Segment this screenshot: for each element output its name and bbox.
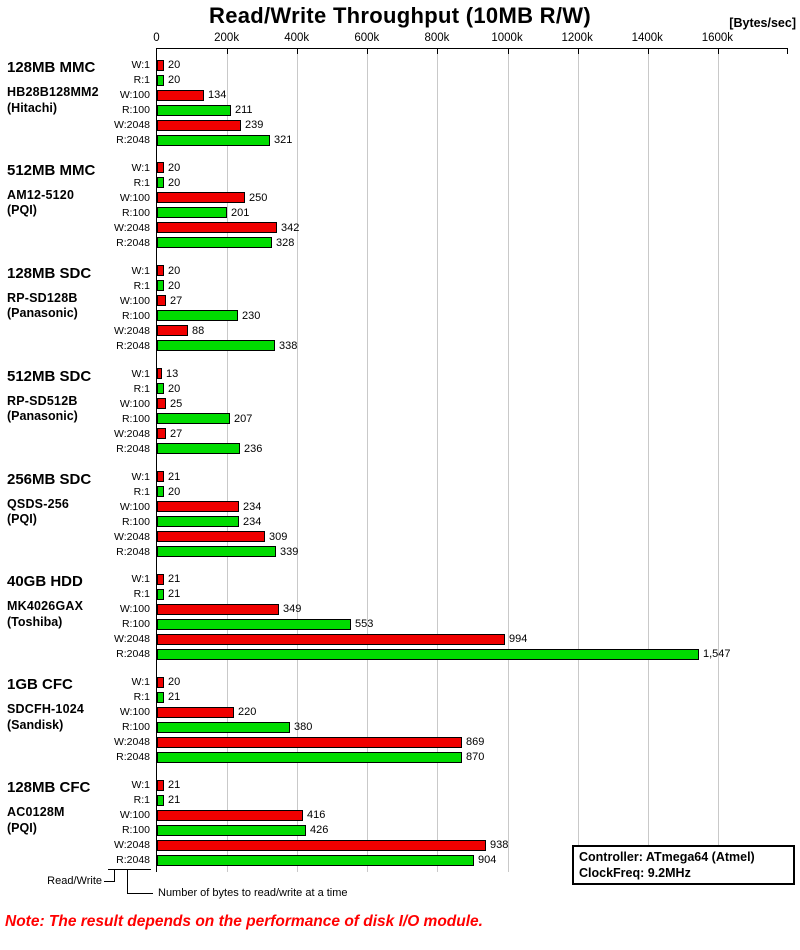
bar-read <box>157 795 164 806</box>
bar-write <box>157 707 234 718</box>
bar-category-label: W:2048 <box>114 633 150 646</box>
x-axis-tick-label: 0 <box>153 32 160 44</box>
bar-category-label: R:1 <box>133 176 150 189</box>
bar-row <box>0 338 800 353</box>
device-model: RP-SD128B <box>7 290 78 305</box>
legend-read-write-label: Read/Write <box>47 875 102 887</box>
bar-row <box>0 529 800 544</box>
device-group <box>0 49 800 152</box>
bar-category-label: R:2048 <box>116 134 150 146</box>
device-name: 128MB SDC <box>7 264 92 282</box>
bar-value-label: 220 <box>238 706 257 719</box>
bar-value-label: 20 <box>168 161 181 174</box>
bar-category-label: R:100 <box>121 104 150 116</box>
x-axis-tick-label: 200k <box>214 32 240 44</box>
bar-write <box>157 325 188 336</box>
bar-read <box>157 589 164 600</box>
device-name: 512MB MMC <box>7 161 96 179</box>
bar-value-label: 869 <box>466 736 485 749</box>
bar-write <box>157 840 486 851</box>
device-maker: (Hitachi) <box>7 100 57 115</box>
bar-row <box>0 323 800 338</box>
bar-value-label: 21 <box>168 779 181 792</box>
bar-write <box>157 398 166 409</box>
device-maker: (Sandisk) <box>7 717 64 732</box>
bar-write <box>157 604 279 615</box>
bar-value-label: 20 <box>168 59 181 71</box>
device-maker: (PQI) <box>7 203 37 218</box>
bar-category-label: R:100 <box>121 206 150 219</box>
bar-value-label: 21 <box>168 573 181 586</box>
device-name: 256MB SDC <box>7 470 92 488</box>
bar-category-label: W:1 <box>131 264 150 277</box>
bar-write <box>157 780 164 791</box>
bar-read <box>157 825 306 836</box>
bar-row <box>0 235 800 250</box>
bar-category-label: W:1 <box>131 161 150 174</box>
bar-write <box>157 574 164 585</box>
bar-read <box>157 177 164 188</box>
bar-category-label: R:100 <box>121 412 150 425</box>
bar-read <box>157 340 275 351</box>
bar-groups <box>0 49 800 872</box>
bar-value-label: 21 <box>168 470 181 483</box>
bar-category-label: W:100 <box>119 191 150 204</box>
controller-info-box <box>572 845 795 885</box>
device-label <box>7 472 152 526</box>
bar-read <box>157 135 270 146</box>
device-name: 128MB CFC <box>7 779 91 797</box>
device-label <box>7 163 152 217</box>
bar-value-label: 20 <box>168 74 181 86</box>
bar-value-label: 339 <box>280 545 299 558</box>
bar-category-label: W:1 <box>131 470 150 483</box>
x-axis-tick-label: 1600k <box>701 32 734 44</box>
bar-row <box>0 544 800 559</box>
bar-write <box>157 531 265 542</box>
bar-category-label: R:2048 <box>116 545 150 558</box>
bar-value-label: 994 <box>509 633 528 646</box>
bar-row <box>0 118 800 133</box>
bar-value-label: 342 <box>281 221 300 234</box>
device-group <box>0 563 800 666</box>
bar-read <box>157 619 351 630</box>
bar-write <box>157 90 204 101</box>
bar-row <box>0 220 800 235</box>
device-label <box>7 60 152 114</box>
x-axis-tick-label: 1400k <box>631 32 663 44</box>
bar-category-label: R:1 <box>133 794 150 807</box>
bar-read <box>157 383 164 394</box>
bar-category-label: R:100 <box>121 824 150 837</box>
bar-category-label: R:2048 <box>116 236 150 249</box>
device-name: 512MB SDC <box>7 367 92 385</box>
bar-value-label: 20 <box>168 176 181 189</box>
bar-row <box>0 632 800 647</box>
bar-category-label: W:2048 <box>114 324 150 337</box>
device-maker: (Panasonic) <box>7 306 78 321</box>
bar-category-label: R:2048 <box>116 442 150 455</box>
device-maker: (Panasonic) <box>7 409 78 424</box>
bar-value-label: 21 <box>168 691 181 704</box>
device-name: 1GB CFC <box>7 676 73 694</box>
bar-category-label: R:100 <box>121 721 150 734</box>
bar-write <box>157 471 164 482</box>
bar-category-label: R:1 <box>133 485 150 498</box>
bar-value-label: 20 <box>168 382 181 395</box>
bar-value-label: 553 <box>355 618 374 631</box>
bar-value-label: 338 <box>279 339 298 352</box>
bar-row <box>0 750 800 765</box>
bar-read <box>157 207 227 218</box>
bar-category-label: W:1 <box>131 779 150 792</box>
bar-value-label: 1,547 <box>703 648 731 661</box>
bar-read <box>157 649 699 660</box>
bar-write <box>157 810 303 821</box>
bar-value-label: 207 <box>234 412 253 425</box>
legend-chunk-size-label: Number of bytes to read/write at a time <box>158 887 348 899</box>
bar-category-label: W:100 <box>119 294 150 307</box>
bar-read <box>157 486 164 497</box>
bar-value-label: 20 <box>168 676 181 689</box>
bar-value-label: 88 <box>192 324 205 337</box>
bar-row <box>0 735 800 750</box>
bar-value-label: 328 <box>276 236 295 249</box>
bar-read <box>157 105 231 116</box>
bar-read <box>157 752 462 763</box>
bar-read <box>157 75 164 86</box>
device-label <box>7 266 152 320</box>
bar-value-label: 13 <box>166 367 179 380</box>
bar-value-label: 349 <box>283 603 302 616</box>
device-maker: (PQI) <box>7 512 37 526</box>
bar-write <box>157 265 164 276</box>
bar-write <box>157 295 166 306</box>
bar-value-label: 21 <box>168 588 181 601</box>
bar-category-label: W:1 <box>131 573 150 586</box>
bar-value-label: 20 <box>168 264 181 277</box>
chart-title: Read/Write Throughput (10MB R/W) <box>209 3 591 28</box>
bar-value-label: 234 <box>243 500 262 513</box>
x-axis-tick-label: 1200k <box>561 32 593 44</box>
bar-write <box>157 737 462 748</box>
bar-read <box>157 722 290 733</box>
bar-value-label: 250 <box>249 191 268 204</box>
bar-value-label: 20 <box>168 279 181 292</box>
bar-category-label: W:2048 <box>114 119 150 131</box>
bar-write <box>157 120 241 131</box>
bar-category-label: W:100 <box>119 603 150 616</box>
bar-read <box>157 692 164 703</box>
device-model: AM12-5120 <box>7 187 75 202</box>
bar-category-label: R:1 <box>133 691 150 704</box>
bar-category-label: W:100 <box>119 500 150 513</box>
bar-category-label: R:1 <box>133 74 150 86</box>
bar-value-label: 27 <box>170 294 183 307</box>
device-group <box>0 461 800 564</box>
bar-value-label: 321 <box>274 134 293 146</box>
bar-write <box>157 60 164 71</box>
bar-write <box>157 222 277 233</box>
bar-category-label: W:100 <box>119 809 150 822</box>
device-maker: (PQI) <box>7 820 37 835</box>
bar-category-label: W:2048 <box>114 427 150 440</box>
bar-value-label: 239 <box>245 119 264 131</box>
bar-write <box>157 634 505 645</box>
device-label <box>7 677 152 731</box>
bar-value-label: 201 <box>231 206 250 219</box>
bar-write <box>157 162 164 173</box>
bar-value-label: 134 <box>208 89 227 101</box>
bar-value-label: 416 <box>307 809 326 822</box>
device-group <box>0 666 800 769</box>
bar-value-label: 904 <box>478 854 497 867</box>
x-axis-tick-label: 1000k <box>491 32 523 44</box>
bar-read <box>157 237 272 248</box>
bar-read <box>157 413 230 424</box>
bar-write <box>157 677 164 688</box>
bar-category-label: R:2048 <box>116 648 150 661</box>
bar-category-label: W:2048 <box>114 839 150 852</box>
bar-category-label: R:2048 <box>116 339 150 352</box>
device-name: 40GB HDD <box>7 573 83 591</box>
device-maker: (Toshiba) <box>7 614 63 629</box>
bar-category-label: R:100 <box>121 618 150 631</box>
bar-category-label: R:1 <box>133 382 150 395</box>
bar-category-label: R:100 <box>121 309 150 322</box>
bar-row <box>0 441 800 456</box>
bar-category-label: R:100 <box>121 515 150 528</box>
bar-read <box>157 280 164 291</box>
device-name: 128MB MMC <box>7 59 96 76</box>
device-group <box>0 152 800 255</box>
bar-value-label: 380 <box>294 721 313 734</box>
bar-value-label: 20 <box>168 485 181 498</box>
bar-read <box>157 546 276 557</box>
device-model: HB28B128MM2 <box>7 85 99 99</box>
device-label <box>7 780 152 834</box>
bar-value-label: 25 <box>170 397 183 410</box>
bar-value-label: 211 <box>235 104 253 116</box>
bar-category-label: W:1 <box>131 676 150 689</box>
bar-value-label: 870 <box>466 751 485 764</box>
bar-category-label: R:1 <box>133 279 150 292</box>
device-group <box>0 255 800 358</box>
bar-category-label: W:2048 <box>114 530 150 543</box>
bar-value-label: 234 <box>243 515 262 528</box>
bar-row <box>0 426 800 441</box>
bar-value-label: 309 <box>269 530 288 543</box>
bar-read <box>157 443 240 454</box>
device-model: QSDS-256 <box>7 496 70 511</box>
x-axis-tick-label: 600k <box>354 32 380 44</box>
bar-category-label: W:100 <box>119 89 150 101</box>
bar-write <box>157 192 245 203</box>
bar-category-label: W:100 <box>119 397 150 410</box>
controller-line: Controller: ATmega64 (Atmel) <box>579 850 755 864</box>
note-text: Note: The result depends on the performance of disk I/O module. <box>5 913 483 930</box>
x-axis-tick-label: 800k <box>424 32 450 44</box>
bar-value-label: 426 <box>310 824 329 837</box>
bar-read <box>157 855 474 866</box>
bar-read <box>157 310 238 321</box>
clockfreq-line: ClockFreq: 9.2MHz <box>579 866 691 880</box>
bar-category-label: W:1 <box>131 367 150 380</box>
bar-row <box>0 133 800 148</box>
device-group <box>0 358 800 461</box>
bar-value-label: 236 <box>244 442 263 455</box>
bar-value-label: 230 <box>242 309 261 322</box>
bar-category-label: R:1 <box>133 588 150 601</box>
bar-category-label: W:2048 <box>114 736 150 749</box>
bar-category-label: W:100 <box>119 706 150 719</box>
bar-value-label: 27 <box>170 427 183 440</box>
bar-row <box>0 647 800 662</box>
bar-write <box>157 501 239 512</box>
bar-value-label: 938 <box>490 839 509 852</box>
device-model: SDCFH-1024 <box>7 702 85 717</box>
x-axis-tick-label: 400k <box>284 32 310 44</box>
axis-unit-label: [Bytes/sec] <box>729 16 796 30</box>
bar-category-label: W:1 <box>131 59 150 71</box>
bar-category-label: R:2048 <box>116 751 150 764</box>
device-model: MK4026GAX <box>7 599 84 614</box>
bar-category-label: W:2048 <box>114 221 150 234</box>
device-label <box>7 574 152 628</box>
bar-category-label: R:2048 <box>116 854 150 867</box>
device-label <box>7 369 152 423</box>
bar-read <box>157 516 239 527</box>
device-model: RP-SD512B <box>7 393 78 408</box>
bar-write <box>157 428 166 439</box>
bar-value-label: 21 <box>168 794 181 807</box>
device-model: AC0128M <box>7 805 65 820</box>
